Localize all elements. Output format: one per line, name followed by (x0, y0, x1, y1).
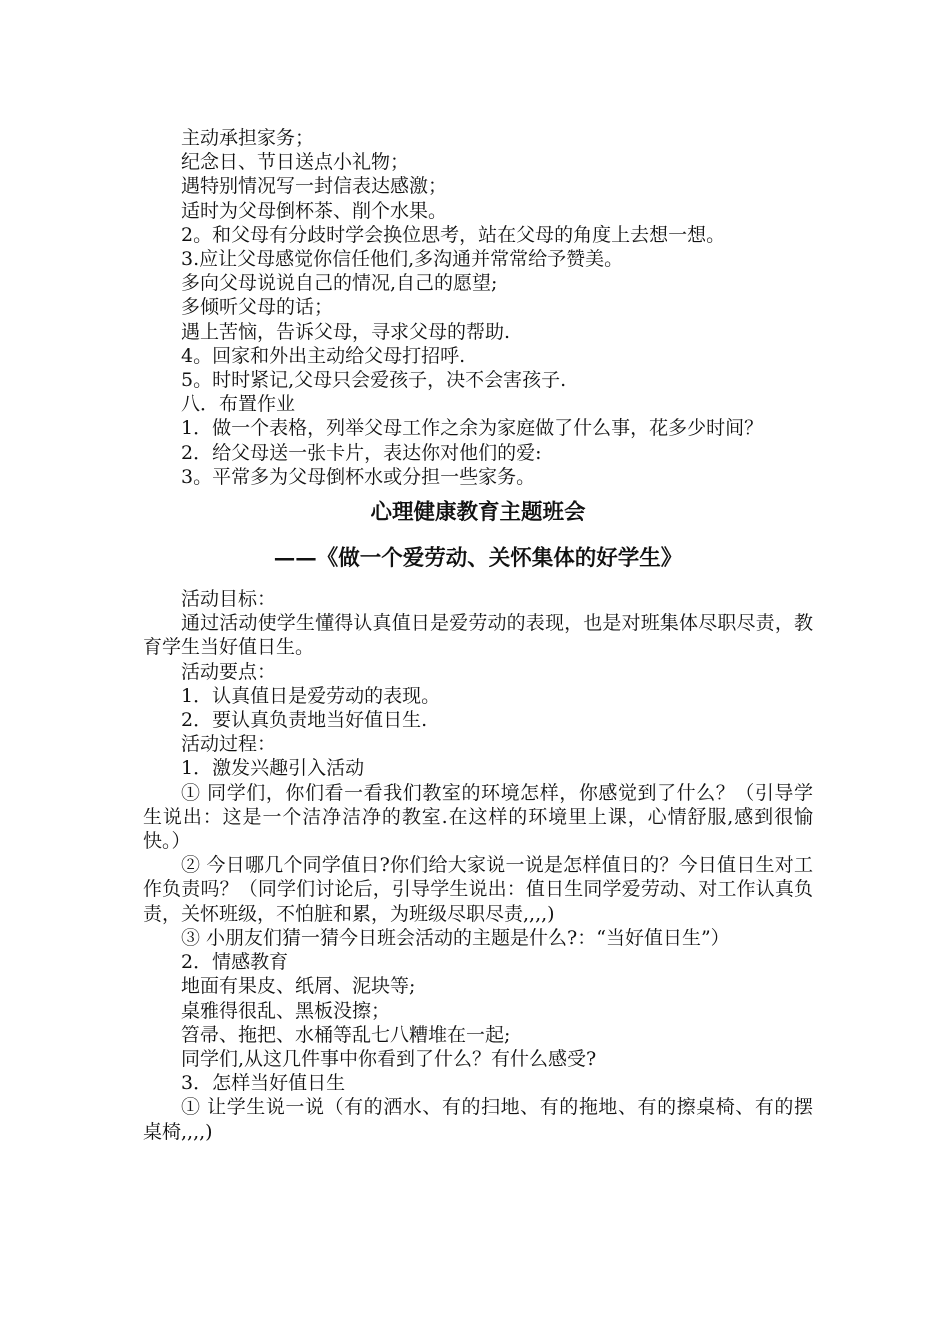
step-heading: 3．怎样当好值日生 (181, 1072, 346, 1095)
homework-item: 3。平常多为父母倒杯水或分担一些家务。 (181, 465, 536, 488)
paragraph: 桌雅得很乱、黑板没擦； (181, 999, 391, 1022)
paragraph: 4。回家和外出主动给父母打招呼. (181, 344, 466, 367)
homework-item: 1．做一个表格，列举父母工作之余为家庭做了什么事，花多少时间？ (181, 417, 764, 440)
section-heading: 活动目标： (181, 588, 277, 611)
paragraph: ① 让学生说一说（有的洒水、有的扫地、有的拖地、有的擦桌椅、有的摆桌椅,,,,) (143, 1096, 813, 1143)
paragraph: 纪念日、节日送点小礼物； (181, 151, 410, 174)
paragraph: ① 同学们，你们看一看我们教室的环境怎样，你感觉到了什么？（引导学生说出：这是一个洁净洁净的教室.在这样的环境里上课，心情舒服,感到很愉快。） (143, 781, 813, 853)
paragraph: ③ 小朋友们猜一猜今日班会活动的主题是什么?：“当好值日生”） (181, 926, 730, 949)
paragraph: 多向父母说说自己的情况,自己的愿望; (181, 272, 498, 295)
paragraph: 多倾听父母的话； (181, 296, 334, 319)
document-subtitle: ——《做一个爱劳动、关怀集体的好学生》 (273, 546, 683, 572)
paragraph: 主动承担家务； (181, 127, 315, 149)
paragraph: 2。和父母有分歧时学会换位思考，站在父母的角度上去想一想。 (181, 223, 726, 246)
homework-item: 2．给父母送一张卡片，表达你对他们的爱: (181, 441, 542, 464)
document-page (143, 126, 813, 1144)
paragraph: 遇特别情况写一封信表达感激； (181, 175, 448, 198)
section-heading: 活动过程： (181, 733, 277, 756)
section-heading: 活动要点： (181, 660, 277, 683)
step-heading: 1．激发兴趣引入活动 (181, 757, 365, 780)
section-heading: 八．布置作业 (181, 393, 296, 416)
paragraph: 同学们,从这几件事中你看到了什么？有什么感受? (181, 1047, 597, 1070)
paragraph: 地面有果皮、纸屑、泥块等; (181, 975, 416, 998)
paragraph: ② 今日哪几个同学值日?你们给大家说一说是怎样值日的？今日值日生对工作负责吗？（同学们讨论后，引导学生说出：值日生同学爱劳动、对工作认真负责，关怀班级，不怕脏和累，为班级尽职尽责,,,,) (143, 854, 813, 925)
paragraph: 5。时时紧记,父母只会爱孩子，决不会害孩子. (181, 369, 567, 392)
list-item: 2．要认真负责地当好值日生. (181, 709, 428, 732)
document-title: 心理健康教育主题班会 (370, 500, 586, 526)
paragraph: 遇上苦恼，告诉父母，寻求父母的帮助. (181, 320, 511, 343)
paragraph: 3.应让父母感觉你信任他们,多沟通并常常给予赞美。 (181, 248, 624, 271)
paragraph: 通过活动使学生懂得认真值日是爱劳动的表现，也是对班集体尽职尽责，教育学生当好值日生。 (143, 612, 813, 659)
list-item: 1．认真值日是爱劳动的表现。 (181, 684, 441, 707)
paragraph: 笤帚、拖把、水桶等乱七八糟堆在一起; (181, 1023, 511, 1046)
step-heading: 2．情感教育 (181, 951, 289, 974)
paragraph: 适时为父母倒杯茶、削个水果。 (181, 199, 448, 222)
